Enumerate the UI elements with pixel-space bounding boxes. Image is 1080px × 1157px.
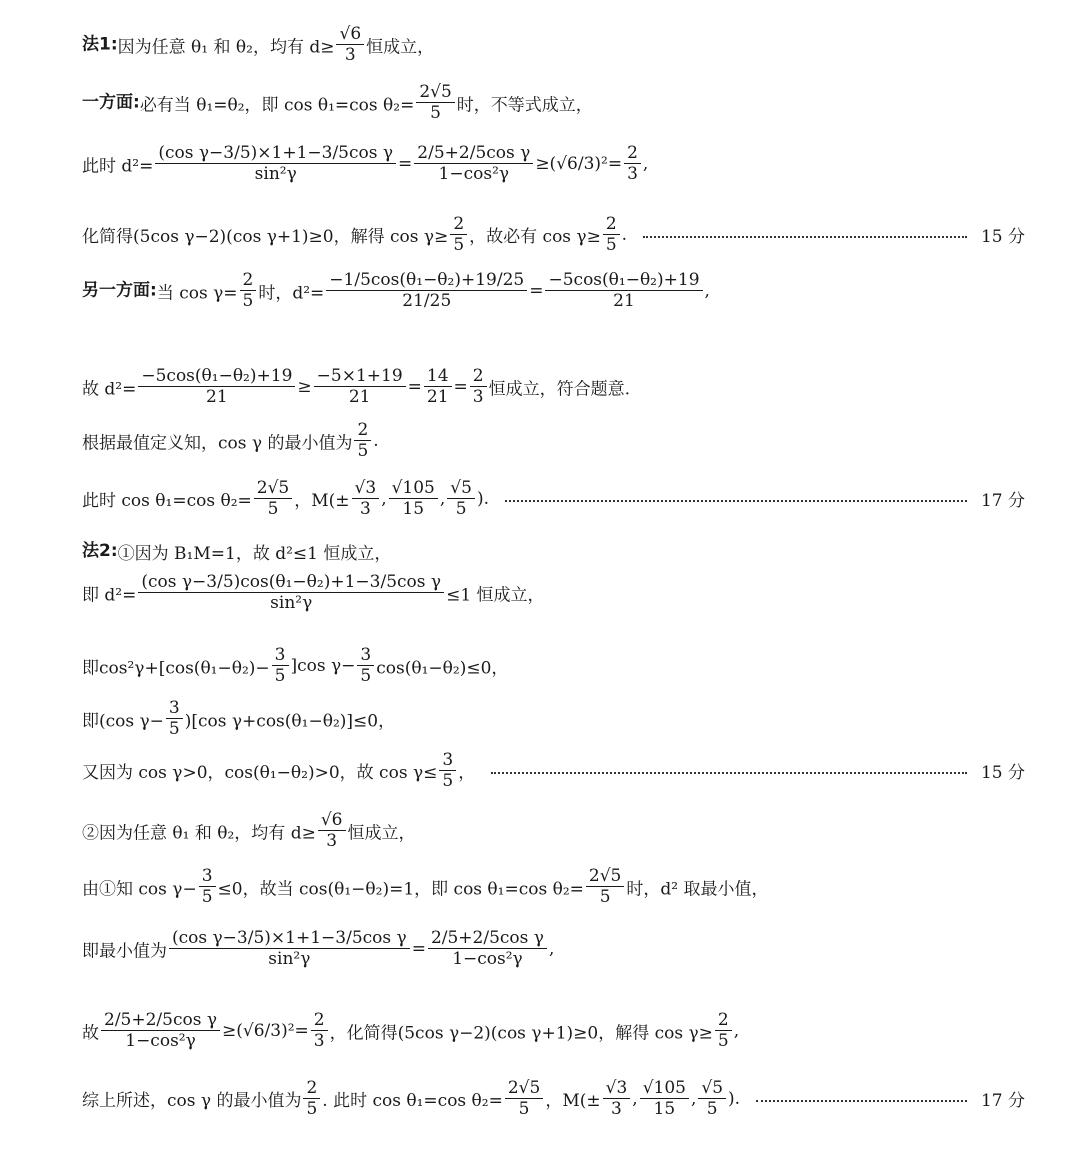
- text: 时，不等式成立，: [456, 95, 593, 116]
- denominator: sin²γ: [268, 949, 311, 970]
- numerator: 2/5+2/5cos γ: [101, 1010, 220, 1031]
- numerator: 2: [240, 270, 257, 291]
- text: ②因为任意 θ₁ 和 θ₂，均有 d≥: [82, 823, 316, 844]
- line-factor: [82, 698, 1025, 740]
- leader-dots: [756, 1100, 967, 1102]
- numerator: 2: [311, 1010, 328, 1031]
- text: =: [398, 153, 413, 174]
- line-min-value-1: [82, 420, 1025, 462]
- line-other-side: [82, 270, 1025, 312]
- denominator: 21: [348, 387, 371, 408]
- numerator: √105: [640, 1078, 689, 1099]
- text: ≥(√6/3)²=: [535, 153, 623, 174]
- text: ≤1 恒成立，: [446, 585, 545, 606]
- fraction: [357, 645, 374, 687]
- numerator: 2√5: [254, 478, 292, 499]
- numerator: −5×1+19: [314, 366, 406, 387]
- fraction: [450, 214, 467, 256]
- leader-dots: [491, 772, 967, 774]
- numerator: √5: [447, 478, 475, 499]
- numerator: 2: [303, 1078, 320, 1099]
- numerator: −5cos(θ₁−θ₂)+19: [545, 270, 702, 291]
- numerator: √6: [318, 810, 346, 831]
- line-one-side: [82, 82, 1025, 124]
- numerator: 2√5: [416, 82, 454, 103]
- denominator: 5: [599, 887, 611, 908]
- fraction: [389, 478, 438, 520]
- line-conclusion: [82, 1078, 1025, 1120]
- fraction: [424, 366, 452, 408]
- text: . 此时 cos θ₁=cos θ₂=: [322, 1091, 503, 1112]
- fraction: [603, 1078, 631, 1120]
- text: ,: [733, 1020, 740, 1041]
- fraction: [169, 928, 410, 970]
- fraction: [354, 420, 371, 462]
- numerator: √5: [698, 1078, 726, 1099]
- fraction: [715, 1010, 732, 1052]
- fraction: [586, 866, 624, 908]
- fraction: [138, 366, 295, 408]
- numerator: 3: [272, 645, 289, 666]
- text: =: [407, 376, 422, 397]
- text: 又因为 cos γ>0，cos(θ₁−θ₂)>0，故 cos γ≤: [82, 763, 438, 784]
- denominator: 5: [706, 1099, 718, 1120]
- numerator: (cos γ−3/5)×1+1−3/5cos γ: [155, 143, 396, 164]
- denominator: 3: [472, 387, 484, 408]
- text: ).: [476, 488, 489, 509]
- text: 即(cos γ−: [82, 711, 164, 732]
- numerator: 2: [354, 420, 371, 441]
- fraction: [416, 82, 454, 124]
- fraction: [318, 810, 346, 852]
- text: 综上所述，cos γ 的最小值为: [82, 1091, 302, 1112]
- numerator: 3: [166, 698, 183, 719]
- denominator: 3: [313, 1031, 325, 1052]
- text: 时，d² 取最小值，: [626, 879, 769, 900]
- line-step2-intro: [82, 810, 1025, 852]
- text: ,: [548, 938, 555, 959]
- fraction: [101, 1010, 220, 1052]
- text: 此时 cos θ₁=cos θ₂=: [82, 491, 252, 512]
- fraction: [240, 270, 257, 312]
- line-simplify-1: [82, 214, 1025, 256]
- denominator: 21/25: [402, 291, 452, 312]
- denominator: 5: [453, 235, 465, 256]
- text: 即 d²=: [82, 585, 137, 606]
- text: cos(θ₁−θ₂)≤0，: [376, 658, 509, 679]
- other-side-label: 另一方面:: [82, 280, 157, 301]
- numerator: 2: [470, 366, 487, 387]
- numerator: −5cos(θ₁−θ₂)+19: [138, 366, 295, 387]
- text: .: [373, 430, 379, 451]
- text: ，M(±: [545, 1091, 601, 1112]
- numerator: 2: [624, 143, 641, 164]
- text: ,: [381, 488, 387, 509]
- text: ,: [642, 153, 649, 174]
- text: )[cos γ+cos(θ₁−θ₂)]≤0，: [184, 711, 396, 732]
- score-17: 17 分: [980, 1091, 1025, 1112]
- text: ).: [728, 1088, 741, 1109]
- fraction: [352, 478, 380, 520]
- denominator: 5: [357, 441, 369, 462]
- text: ,: [439, 488, 446, 509]
- line-expand: [82, 645, 1025, 687]
- denominator: 5: [168, 719, 180, 740]
- text: .: [621, 224, 628, 245]
- numerator: 3: [199, 866, 216, 887]
- line-d-squared-1: [82, 143, 1025, 185]
- text: 即cos²γ+[cos(θ₁−θ₂)−: [82, 658, 270, 679]
- text: 即最小值为: [82, 941, 167, 962]
- denominator: 21: [613, 291, 635, 312]
- denominator: 5: [442, 771, 454, 792]
- one-side-label: 一方面:: [82, 92, 140, 113]
- denominator: 21: [206, 387, 228, 408]
- text: ，: [458, 763, 476, 784]
- text: ≥: [297, 376, 312, 397]
- denominator: 1−cos²γ: [452, 949, 523, 970]
- leader-dots: [505, 500, 967, 502]
- fraction: [336, 24, 364, 66]
- text: ，M(±: [294, 491, 350, 512]
- numerator: 2: [603, 214, 620, 235]
- line-from-step1: [82, 866, 1025, 908]
- text: 恒成立，符合题意.: [488, 379, 631, 400]
- text: ，故必有 cos γ≥: [469, 227, 601, 248]
- leader-dots: [643, 236, 967, 238]
- numerator: (cos γ−3/5)×1+1−3/5cos γ: [169, 928, 410, 949]
- fraction: [447, 478, 475, 520]
- numerator: 3: [357, 645, 374, 666]
- fraction: [624, 143, 641, 185]
- numerator: −1/5cos(θ₁−θ₂)+19/25: [326, 270, 527, 291]
- fraction: [603, 214, 620, 256]
- text: =: [453, 376, 468, 397]
- fraction: [428, 928, 547, 970]
- denominator: 3: [611, 1099, 622, 1120]
- denominator: 5: [430, 103, 441, 124]
- score-15: 15 分: [980, 227, 1025, 248]
- line-method2-intro: [82, 536, 1025, 564]
- denominator: 5: [306, 1099, 318, 1120]
- text: 根据最值定义知，cos γ 的最小值为: [82, 433, 353, 454]
- text: ]cos γ−: [290, 655, 356, 676]
- fraction: [272, 645, 289, 687]
- fraction: [470, 366, 487, 408]
- denominator: sin²γ: [254, 164, 297, 185]
- numerator: 14: [424, 366, 452, 387]
- text: 化简得(5cos γ−2)(cos γ+1)≥0，解得 cos γ≥: [82, 227, 449, 248]
- denominator: 1−cos²γ: [438, 164, 510, 185]
- numerator: 2/5+2/5cos γ: [428, 928, 547, 949]
- numerator: 2: [715, 1010, 732, 1031]
- numerator: 2√5: [586, 866, 624, 887]
- denominator: 5: [242, 291, 254, 312]
- text: =: [411, 938, 426, 959]
- fraction: [414, 143, 533, 185]
- line-min-expression: [82, 928, 1025, 970]
- text: =: [529, 280, 544, 301]
- denominator: 1−cos²γ: [125, 1031, 196, 1052]
- fraction: [326, 270, 527, 312]
- text: 故 d²=: [82, 379, 137, 400]
- denominator: 3: [326, 831, 338, 852]
- fraction: [254, 478, 292, 520]
- line-d-squared-2: [82, 572, 1025, 614]
- score-17: 17 分: [980, 491, 1025, 512]
- text: 因为任意 θ₁ 和 θ₂，均有 d≥: [117, 37, 335, 58]
- text: 当 cos γ=: [156, 283, 238, 304]
- denominator: 5: [717, 1031, 729, 1052]
- text: 时，d²=: [258, 283, 325, 304]
- line-hence-d-squared: [82, 366, 1025, 408]
- text: 此时 d²=: [82, 156, 154, 177]
- numerator: √6: [336, 24, 364, 45]
- denominator: 5: [605, 235, 617, 256]
- line-method1-intro: [82, 24, 1025, 66]
- fraction: [698, 1078, 726, 1120]
- text: ,: [690, 1088, 697, 1109]
- denominator: 3: [359, 499, 371, 520]
- numerator: 2√5: [505, 1078, 543, 1099]
- numerator: √3: [352, 478, 380, 499]
- fraction: [155, 143, 396, 185]
- fraction: [640, 1078, 689, 1120]
- denominator: 5: [360, 666, 372, 687]
- text: 故: [82, 1023, 99, 1044]
- numerator: √105: [389, 478, 438, 499]
- fraction: [439, 750, 456, 792]
- method1-label: 法1:: [82, 34, 118, 55]
- line-hence-inequality: [82, 1010, 1025, 1052]
- denominator: 3: [344, 45, 356, 66]
- denominator: sin²γ: [270, 593, 313, 614]
- text: ，化简得(5cos γ−2)(cos γ+1)≥0，解得 cos γ≥: [329, 1023, 713, 1044]
- score-15: 15 分: [980, 763, 1025, 784]
- numerator: 2/5+2/5cos γ: [414, 143, 533, 164]
- denominator: 5: [274, 666, 286, 687]
- denominator: 5: [455, 499, 467, 520]
- line-because: [82, 750, 1025, 792]
- method2-label: 法2:: [82, 541, 118, 561]
- text: ,: [632, 1088, 638, 1109]
- text: ≥(√6/3)²=: [222, 1020, 309, 1041]
- text: ①因为 B₁M=1，故 d²≤1 恒成立，: [117, 544, 392, 564]
- text: ,: [704, 280, 710, 301]
- denominator: 15: [402, 499, 425, 520]
- fraction: [314, 366, 406, 408]
- fraction: [303, 1078, 320, 1120]
- fraction: [545, 270, 702, 312]
- denominator: 5: [267, 499, 279, 520]
- denominator: 3: [627, 164, 638, 185]
- fraction: [505, 1078, 543, 1120]
- denominator: 21: [426, 387, 449, 408]
- fraction: [311, 1010, 328, 1052]
- numerator: 3: [439, 750, 456, 771]
- text: 恒成立，: [347, 823, 416, 844]
- fraction: [166, 698, 183, 740]
- numerator: (cos γ−3/5)cos(θ₁−θ₂)+1−3/5cos γ: [138, 572, 444, 593]
- numerator: √3: [603, 1078, 631, 1099]
- fraction: [138, 572, 444, 614]
- text: 恒成立，: [366, 37, 435, 58]
- denominator: 5: [518, 1099, 530, 1120]
- denominator: 15: [653, 1099, 676, 1120]
- denominator: 5: [201, 887, 213, 908]
- text: 必有当 θ₁=θ₂，即 cos θ₁=cos θ₂=: [139, 95, 415, 116]
- text: 由①知 cos γ−: [82, 879, 197, 900]
- text: ≤0，故当 cos(θ₁−θ₂)=1，即 cos θ₁=cos θ₂=: [217, 879, 584, 900]
- fraction: [199, 866, 216, 908]
- line-point-m-1: [82, 478, 1025, 520]
- numerator: 2: [450, 214, 467, 235]
